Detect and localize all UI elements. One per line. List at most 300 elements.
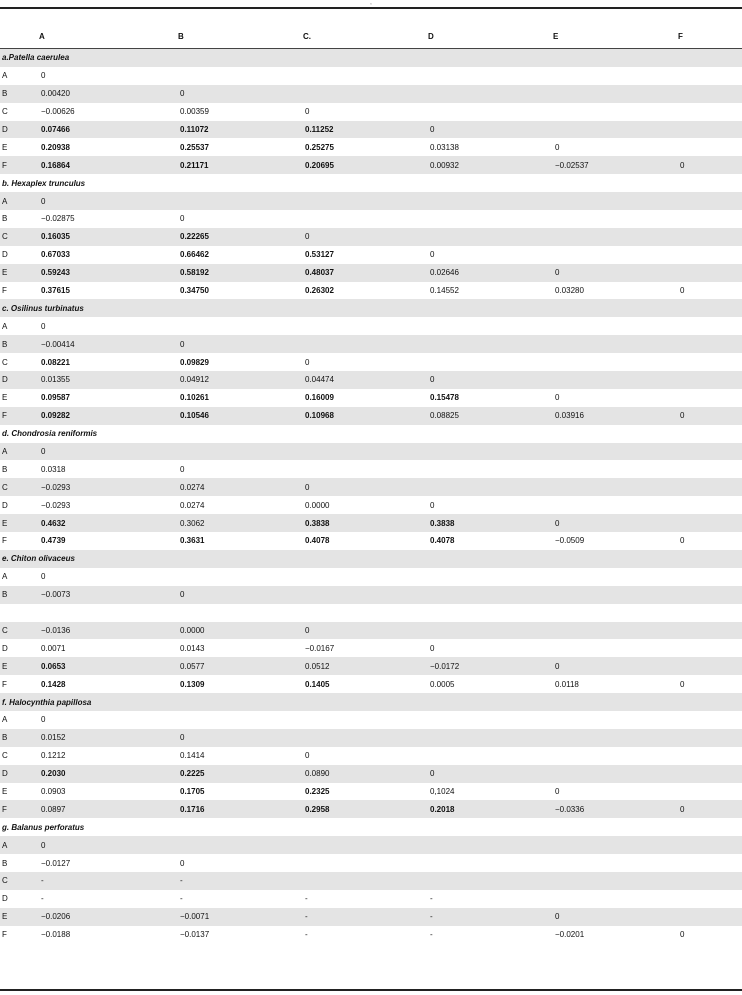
table-row <box>0 890 742 908</box>
row-label: B <box>2 214 8 224</box>
table-cell <box>428 586 553 604</box>
table-cell: - <box>41 894 44 904</box>
table-cell <box>553 67 678 85</box>
table-cell <box>553 765 678 783</box>
table-row <box>0 765 742 783</box>
row-label: D <box>2 894 8 904</box>
table-cell: 0.0318 <box>41 464 66 474</box>
table-cell: 0 <box>41 321 46 331</box>
table-cell <box>553 246 678 264</box>
table-row <box>0 836 742 854</box>
table-cell: 0 <box>553 908 678 926</box>
table-cell: 0 <box>553 264 678 282</box>
table-cell: - <box>178 872 303 890</box>
table-cell <box>678 460 742 478</box>
table-cell: 0.0071 <box>41 643 66 653</box>
table-cell <box>553 85 678 103</box>
row-label: A <box>2 572 8 582</box>
header-cell: C. <box>303 24 428 49</box>
table-cell: 0.00359 <box>180 107 209 117</box>
row-label: B <box>0 586 39 604</box>
table-cell: - <box>305 894 308 904</box>
table-cell: −0.0293 <box>39 478 178 496</box>
table-cell <box>678 747 742 765</box>
table-cell <box>678 908 742 926</box>
row-label: E <box>2 142 8 152</box>
row-label: A <box>0 443 39 461</box>
table-cell: 0.0653 <box>39 657 178 675</box>
table-cell: 0.59243 <box>39 264 178 282</box>
table-cell: 0.10968 <box>303 407 428 425</box>
table-cell <box>428 836 553 854</box>
table-cell <box>428 872 553 890</box>
section-row <box>0 693 742 711</box>
species-label: d. Chondrosia reniformis <box>2 429 98 439</box>
table-cell: 0.0274 <box>178 478 303 496</box>
table-cell: 0 <box>428 371 553 389</box>
table-cell <box>678 371 742 389</box>
table-row <box>0 604 742 622</box>
table-cell: 0 <box>428 121 553 139</box>
table-cell <box>553 872 678 890</box>
species-label: e. Chiton olivaceus <box>0 550 742 568</box>
table-cell <box>678 67 742 85</box>
table-cell: 0.1212 <box>41 751 66 761</box>
table-cell <box>553 192 678 210</box>
row-label: C <box>0 622 39 640</box>
table-cell <box>428 228 553 246</box>
table-cell <box>303 460 428 478</box>
table-cell <box>553 496 678 514</box>
table-row <box>0 657 742 675</box>
table-cell <box>553 443 678 461</box>
table-cell <box>303 210 428 228</box>
table-row <box>0 335 742 353</box>
table-cell: 0 <box>39 836 178 854</box>
table-cell: 0 <box>303 478 428 496</box>
table-row <box>0 246 742 264</box>
table-cell: 0.08221 <box>41 357 70 367</box>
table-cell <box>678 622 742 640</box>
table-row <box>0 854 742 872</box>
table-cell <box>678 85 742 103</box>
table-cell: 0.66462 <box>180 250 209 260</box>
table-cell <box>553 210 678 228</box>
row-label: B <box>2 858 8 868</box>
table-cell <box>678 103 742 121</box>
table-cell <box>178 67 303 85</box>
table-cell <box>678 210 742 228</box>
table-cell: −0.02875 <box>41 214 75 224</box>
table-cell: 0.01355 <box>39 371 178 389</box>
row-label <box>0 604 39 622</box>
table-row <box>0 443 742 461</box>
table-cell: 0.3838 <box>303 514 428 532</box>
table-cell: 0.04912 <box>178 371 303 389</box>
table-cell: 0.2030 <box>39 765 178 783</box>
table-cell <box>553 478 678 496</box>
table-row <box>0 407 742 425</box>
top-rule <box>0 7 742 9</box>
table-body <box>0 49 742 944</box>
table-row <box>0 729 742 747</box>
table-cell: 0 <box>39 192 178 210</box>
table-cell: 0.4632 <box>39 514 178 532</box>
table-cell: 0.03280 <box>555 286 584 296</box>
table-cell: 0.16009 <box>305 393 334 403</box>
table-cell: 0.37615 <box>41 286 70 296</box>
row-label: D <box>2 643 8 653</box>
table-cell: 0.0143 <box>180 643 205 653</box>
row-label: D <box>0 765 39 783</box>
table-cell: 0 <box>430 250 435 260</box>
table-cell <box>678 639 742 657</box>
table-cell <box>303 729 428 747</box>
table-cell <box>678 264 742 282</box>
table-cell: −0.0188 <box>41 930 71 940</box>
table-cell <box>303 443 428 461</box>
table-cell <box>678 478 742 496</box>
table-cell: 0.09282 <box>39 407 178 425</box>
table-cell: - <box>428 908 553 926</box>
row-label: E <box>2 393 8 403</box>
header-cell: D <box>428 24 553 49</box>
table-cell: −0.0509 <box>555 536 585 546</box>
table-cell: 0 <box>428 765 553 783</box>
table-cell <box>178 604 303 622</box>
table-cell: 0 <box>430 643 435 653</box>
table-cell: 0.20938 <box>41 142 70 152</box>
row-label: E <box>0 264 39 282</box>
table-cell <box>678 729 742 747</box>
table-cell <box>678 228 742 246</box>
table-cell: 0 <box>180 464 185 474</box>
table-row <box>0 228 742 246</box>
table-cell: 0.34750 <box>180 286 209 296</box>
table-row <box>0 264 742 282</box>
table-cell: 0.0577 <box>178 657 303 675</box>
table-cell <box>303 67 428 85</box>
table-row <box>0 478 742 496</box>
table-cell <box>553 836 678 854</box>
row-label: F <box>2 536 7 546</box>
table-cell: 0.22265 <box>178 228 303 246</box>
table-cell: 0 <box>41 71 46 81</box>
table-cell: 0 <box>678 407 742 425</box>
table-row <box>0 389 742 407</box>
table-cell <box>428 747 553 765</box>
table-cell <box>678 854 742 872</box>
table-cell <box>428 335 553 353</box>
table-cell: 0.10261 <box>180 393 209 403</box>
table-row <box>0 586 742 604</box>
table-cell <box>553 317 678 335</box>
section-row <box>0 174 742 192</box>
table-row <box>0 926 742 944</box>
table-cell: 0.26302 <box>305 286 334 296</box>
table-cell <box>553 711 678 729</box>
table-cell: 0.2225 <box>178 765 303 783</box>
table-header <box>0 24 742 49</box>
table-row <box>0 514 742 532</box>
table-cell: 0.1414 <box>180 751 205 761</box>
table-cell <box>428 622 553 640</box>
species-label: c. Osilinus turbinatus <box>0 299 742 317</box>
header-cell: A <box>39 24 178 49</box>
table-cell: 0 <box>680 679 685 689</box>
table-cell <box>553 353 678 371</box>
table-cell: 0 <box>41 572 46 582</box>
table-cell: 0.00932 <box>428 156 553 174</box>
table-cell: 0 <box>553 514 678 532</box>
table-cell: 0.15478 <box>430 393 459 403</box>
table-cell: 0.4078 <box>305 536 330 546</box>
table-cell: 0 <box>555 393 560 403</box>
row-label: F <box>2 286 7 296</box>
table-cell: 0.2958 <box>303 800 428 818</box>
row-label: A <box>0 836 39 854</box>
table-cell <box>428 711 553 729</box>
table-cell: −0.0136 <box>39 622 178 640</box>
table-row <box>0 156 742 174</box>
table-cell <box>428 604 553 622</box>
table-cell: 0.67033 <box>41 250 70 260</box>
table-cell: 0 <box>178 85 303 103</box>
table-cell <box>303 836 428 854</box>
table-cell <box>428 854 553 872</box>
table-cell <box>303 604 428 622</box>
table-cell <box>678 890 742 908</box>
table-cell: 0.16035 <box>39 228 178 246</box>
table-cell: −0.00626 <box>41 107 75 117</box>
table-row <box>0 800 742 818</box>
table-cell <box>428 210 553 228</box>
table-cell: 0.3631 <box>180 536 205 546</box>
table-cell: 0 <box>680 286 685 296</box>
table-cell: 0 <box>178 586 303 604</box>
table-cell <box>553 604 678 622</box>
table-row <box>0 568 742 586</box>
table-row <box>0 210 742 228</box>
table-cell: 0 <box>678 800 742 818</box>
table-cell: 0 <box>678 156 742 174</box>
row-label: A <box>2 715 8 725</box>
table-cell <box>428 460 553 478</box>
table-cell: −0.0336 <box>553 800 678 818</box>
table-cell <box>678 711 742 729</box>
table-cell: - <box>39 872 178 890</box>
table-cell: 0.0000 <box>305 500 330 510</box>
table-cell <box>428 353 553 371</box>
header-cell: F <box>678 24 742 49</box>
table-cell: 0 <box>180 214 185 224</box>
table-cell: 0.08825 <box>428 407 553 425</box>
row-label: D <box>2 250 8 260</box>
row-label: D <box>0 371 39 389</box>
table-cell: 0.3838 <box>428 514 553 532</box>
table-cell <box>678 192 742 210</box>
table-cell: 0.58192 <box>178 264 303 282</box>
table-row <box>0 532 742 550</box>
table-cell <box>553 371 678 389</box>
table-cell: 0.0274 <box>180 500 205 510</box>
table-cell: −0.0172 <box>428 657 553 675</box>
table-cell <box>553 639 678 657</box>
table-cell: −0.0127 <box>41 858 71 868</box>
table-cell: 0.25275 <box>305 142 334 152</box>
table-cell <box>678 443 742 461</box>
table-row <box>0 282 742 300</box>
table-cell: 0.09829 <box>180 357 209 367</box>
table-row <box>0 121 742 139</box>
table-cell: - <box>430 894 433 904</box>
table-cell <box>678 138 742 156</box>
table-cell: 0.10546 <box>178 407 303 425</box>
table-row <box>0 622 742 640</box>
table-cell <box>428 103 553 121</box>
table-cell: 0.1716 <box>178 800 303 818</box>
table-row <box>0 496 742 514</box>
table-cell: 0 <box>303 622 428 640</box>
pairwise-fst-table <box>0 24 742 944</box>
table-cell: 0.0118 <box>555 679 579 689</box>
table-cell <box>678 836 742 854</box>
table-cell: −0.0073 <box>39 586 178 604</box>
bottom-rule <box>0 989 742 991</box>
table-row <box>0 353 742 371</box>
page-top-fragment: , <box>370 0 372 6</box>
header-row <box>0 24 742 49</box>
table-cell <box>553 586 678 604</box>
species-label: g. Balanus perforatus <box>2 822 85 832</box>
table-cell: −0.02537 <box>553 156 678 174</box>
table-row <box>0 460 742 478</box>
table-cell <box>303 854 428 872</box>
table-cell: 0.16864 <box>39 156 178 174</box>
row-label: D <box>0 121 39 139</box>
table-cell <box>678 586 742 604</box>
table-cell <box>553 121 678 139</box>
table-cell: 0 <box>305 357 310 367</box>
table-cell: 0.25537 <box>180 142 209 152</box>
table-cell: 0.1428 <box>41 679 66 689</box>
table-cell: 0.0005 <box>430 679 455 689</box>
table-cell <box>428 568 553 586</box>
table-cell: 0.1705 <box>180 786 205 796</box>
table-cell: 0 <box>180 858 185 868</box>
header-cell: B <box>178 24 303 49</box>
table-cell <box>428 443 553 461</box>
table-row <box>0 67 742 85</box>
table-cell <box>553 890 678 908</box>
table-cell: 0.04474 <box>303 371 428 389</box>
table-cell: −0.0167 <box>305 643 335 653</box>
table-cell: 0.11252 <box>303 121 428 139</box>
table-cell <box>678 568 742 586</box>
row-label: F <box>2 679 7 689</box>
table-cell <box>678 657 742 675</box>
table-cell: 0.0512 <box>303 657 428 675</box>
table-row <box>0 639 742 657</box>
table-row <box>0 908 742 926</box>
table-cell <box>678 872 742 890</box>
row-label: F <box>0 800 39 818</box>
table-cell <box>39 604 178 622</box>
row-label: A <box>2 71 8 81</box>
table-cell: 0 <box>430 500 435 510</box>
header-cell <box>0 24 39 49</box>
table-row <box>0 138 742 156</box>
table-cell: 0 <box>555 786 560 796</box>
table-cell <box>428 67 553 85</box>
row-label: C <box>2 107 8 117</box>
table-cell <box>178 836 303 854</box>
table-cell <box>303 568 428 586</box>
table-cell <box>553 103 678 121</box>
table-cell: 0.02646 <box>428 264 553 282</box>
row-label: B <box>0 729 39 747</box>
table-cell: 0 <box>39 443 178 461</box>
table-cell: 0.00420 <box>39 85 178 103</box>
table-cell: 0.1309 <box>180 679 205 689</box>
row-label: B <box>2 464 8 474</box>
table-cell <box>678 317 742 335</box>
table-cell <box>303 586 428 604</box>
header-cell: E <box>553 24 678 49</box>
row-label: C <box>2 357 8 367</box>
table-cell <box>303 85 428 103</box>
row-label: C <box>2 751 8 761</box>
table-cell <box>428 729 553 747</box>
table-cell: −0.00414 <box>39 335 178 353</box>
table-cell <box>678 765 742 783</box>
table-row <box>0 747 742 765</box>
table-row <box>0 711 742 729</box>
table-cell <box>303 317 428 335</box>
table-cell: 0 <box>555 142 560 152</box>
table-cell: 0.1405 <box>305 679 330 689</box>
table-cell: - <box>180 894 183 904</box>
table-cell: 0 <box>303 228 428 246</box>
table-cell <box>178 317 303 335</box>
table-cell <box>553 854 678 872</box>
table-row <box>0 85 742 103</box>
table-cell: 0.0903 <box>41 786 66 796</box>
table-cell <box>553 460 678 478</box>
table-cell <box>178 192 303 210</box>
table-cell <box>428 85 553 103</box>
species-label: f. Halocynthia papillosa <box>0 693 742 711</box>
table-cell <box>428 192 553 210</box>
table-cell <box>678 389 742 407</box>
table-cell: 0.14552 <box>430 286 459 296</box>
table-cell <box>678 121 742 139</box>
table-cell: - <box>303 908 428 926</box>
table-cell: 0.0897 <box>39 800 178 818</box>
table-cell <box>553 729 678 747</box>
section-row <box>0 550 742 568</box>
table-cell <box>553 335 678 353</box>
table-cell: 0 <box>553 657 678 675</box>
table-cell <box>303 872 428 890</box>
species-label: a.Patella caerulea <box>0 49 742 67</box>
table-row <box>0 783 742 801</box>
table-cell <box>678 604 742 622</box>
table-cell: 0.11072 <box>178 121 303 139</box>
species-label: b. Hexaplex trunculus <box>2 178 86 188</box>
table-row <box>0 371 742 389</box>
row-label: F <box>0 407 39 425</box>
